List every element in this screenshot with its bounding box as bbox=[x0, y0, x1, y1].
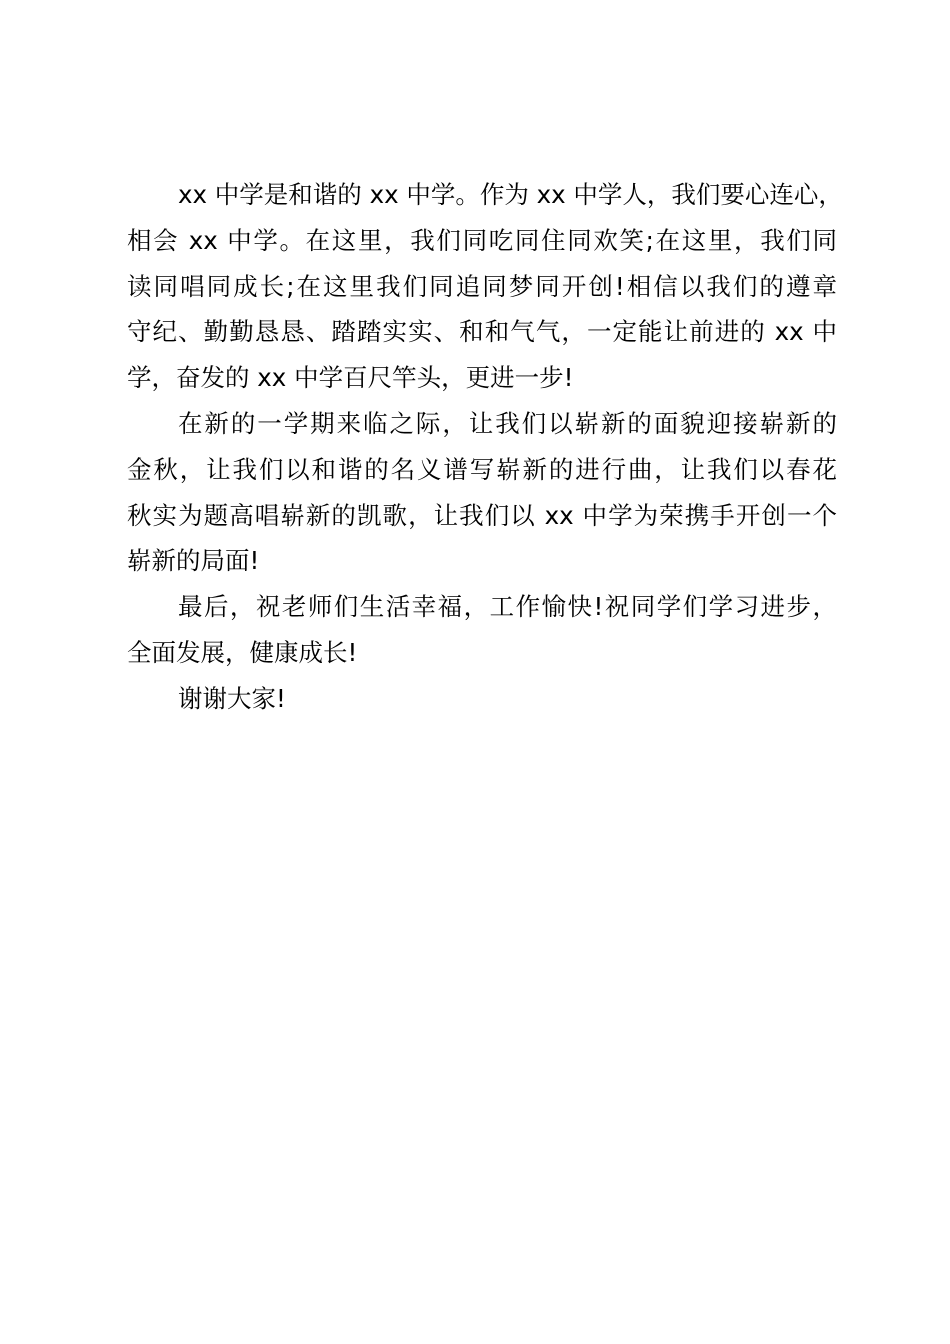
paragraph-4 bbox=[127, 676, 837, 722]
paragraph-2 bbox=[127, 401, 837, 584]
paragraph-line: 学，奋发的 xx 中学百尺竿头，更进一步! bbox=[127, 363, 574, 393]
paragraph-3 bbox=[127, 584, 837, 676]
closing-line: 谢谢大家! bbox=[178, 683, 286, 713]
paragraph-line: 在新的一学期来临之际，让我们以崭新的面貌迎接崭新的 bbox=[178, 408, 837, 438]
paragraph-line: 秋实为题高唱崭新的凯歌，让我们以 xx 中学为荣携手开创一个 bbox=[127, 500, 837, 530]
paragraph-line: 相会 xx 中学。在这里，我们同吃同住同欢笑;在这里，我们同 bbox=[127, 225, 837, 255]
paragraph-line: 金秋，让我们以和谐的名义谱写崭新的进行曲，让我们以春花 bbox=[127, 454, 837, 484]
paragraph-line: 读同唱同成长;在这里我们同追同梦同开创!相信以我们的遵章 bbox=[127, 271, 837, 301]
paragraph-line: xx 中学是和谐的 xx 中学。作为 xx 中学人，我们要心连心， bbox=[178, 180, 843, 209]
paragraph-line: 守纪、勤勤恳恳、踏踏实实、和和气气，一定能让前进的 xx 中 bbox=[127, 317, 837, 347]
paragraph-line: 最后，祝老师们生活幸福，工作愉快!祝同学们学习进步， bbox=[178, 592, 837, 622]
paragraph-line: 全面发展，健康成长! bbox=[127, 637, 358, 667]
paragraph-line: 崭新的局面! bbox=[127, 546, 260, 576]
paragraph-1 bbox=[127, 172, 843, 401]
document-body bbox=[127, 172, 843, 722]
